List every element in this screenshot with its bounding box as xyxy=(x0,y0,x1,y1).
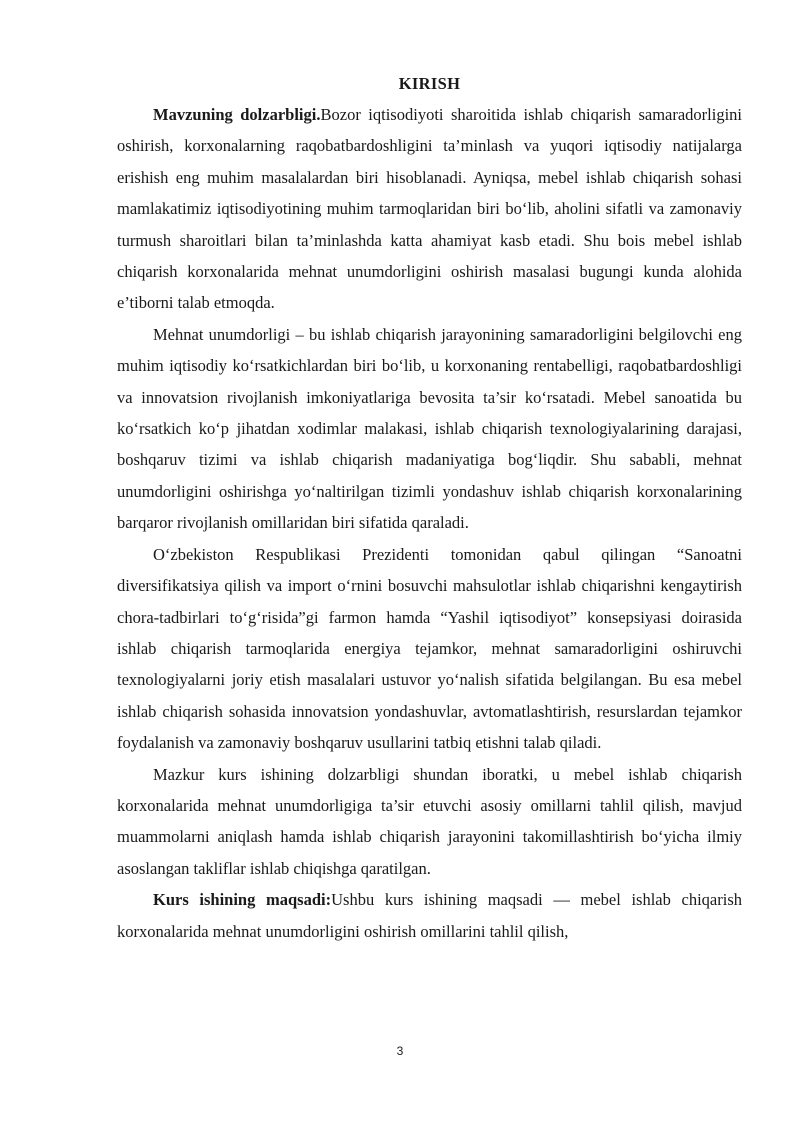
paragraph-lead: Mavzuning dolzarbligi. xyxy=(153,105,321,124)
paragraph-relevance xyxy=(117,99,742,319)
paragraph-course-relevance xyxy=(117,759,742,885)
page-number: 3 xyxy=(396,1044,404,1058)
paragraph-text: Ushbu kurs ishining maqsadi — mebel ishlab chiqarish korxonalarida mehnat unumdorligini oshirish omillarini tahlil qilish, xyxy=(117,890,743,941)
paragraph-course-goal xyxy=(117,884,742,947)
paragraph-lead: Kurs ishining maqsadi: xyxy=(153,890,332,910)
paragraph-text: Bozor iqtisodiyoti sharoitida ishlab chiqarish samaradorligini oshirish, korxonalarning raqobatbardoshligini ta’minlash va yuqori iqtisodiy natijalarga erishish eng muhim masalalardan biri hisoblanadi. Ayniqsa, mebel ishlab chiqarish sohasi mamlakatimiz iqtisodiyotining muhim tarmoqlaridan biri bo‘lib, aholini sifatli va zamonaviy turmush sharoitlari bilan ta’minlashda katta ahamiyat kasb etadi. Shu bois mebel ishlab chiqarish korxonalarida mehnat unumdorligini oshirish masalasi bugungi kunda alohida e’tiborni talab etmoqda. xyxy=(117,105,742,313)
paragraph-text: Mehnat unumdorligi – bu ishlab chiqarish jarayonining samaradorligini belgilovchi eng muhim iqtisodiy ko‘rsatkichlardan biri bo‘lib, u korxonaning rentabelligi, raqobatbardoshligi va innovatsion rivojlanish imkoniyatlariga bevosita ta’sir ko‘rsatadi. Mebel sanoatida bu ko‘rsatkich ko‘p jihatdan xodimlar malakasi, ishlab chiqarish texnologiyalarining darajasi, boshqaruv tizimi va ishlab chiqarish madaniyatiga bog‘liqdir. Shu sababli, mehnat unumdorligini oshirishga yo‘naltirilgan tizimli yondashuv ishlab chiqarish korxonalarining barqaror rivojlanish omillaridan biri sifatida qaraladi. xyxy=(117,324,742,533)
section-title: KIRISH xyxy=(398,74,461,93)
paragraph-text: Mazkur kurs ishining dolzarbligi shundan iboratki, u mebel ishlab chiqarish korxonalarida mehnat unumdorligiga ta’sir etuvchi asosiy omillarni tahlil qilish, mavjud muammolarni aniqlash hamda ishlab chiqarish jarayonini takomillashtirish bo‘yicha ilmiy asoslangan takliflar ishlab chiqishga qaratilgan. xyxy=(117,764,742,878)
paragraph-productivity xyxy=(117,319,742,539)
paragraph-text: O‘zbekiston Respublikasi Prezidenti tomonidan qabul qilingan “Sanoatni diversifikatsiya qilish va import o‘rnini bosuvchi mahsulotlar ishlab chiqarishni kengaytirish chora-tadbirlari to‘g‘risida”gi farmon hamda “Yashil iqtisodiyot” konsepsiyasi doirasida ishlab chiqarish tarmoqlarida energiya tejamkor, mehnat samaradorligini oshiruvchi texnologiyalarni joriy etish masalalari ustuvor yo‘nalish sifatida belgilangan. Bu esa mebel ishlab chiqarish sohasida innovatsion yondashuvlar, avtomatlashtirish, resurslardan tejamkor foydalanish va zamonaviy boshqaruv usullarini tatbiq etishni talab qiladi. xyxy=(117,544,742,753)
paragraph-decree xyxy=(117,539,742,759)
document-page xyxy=(117,68,742,947)
